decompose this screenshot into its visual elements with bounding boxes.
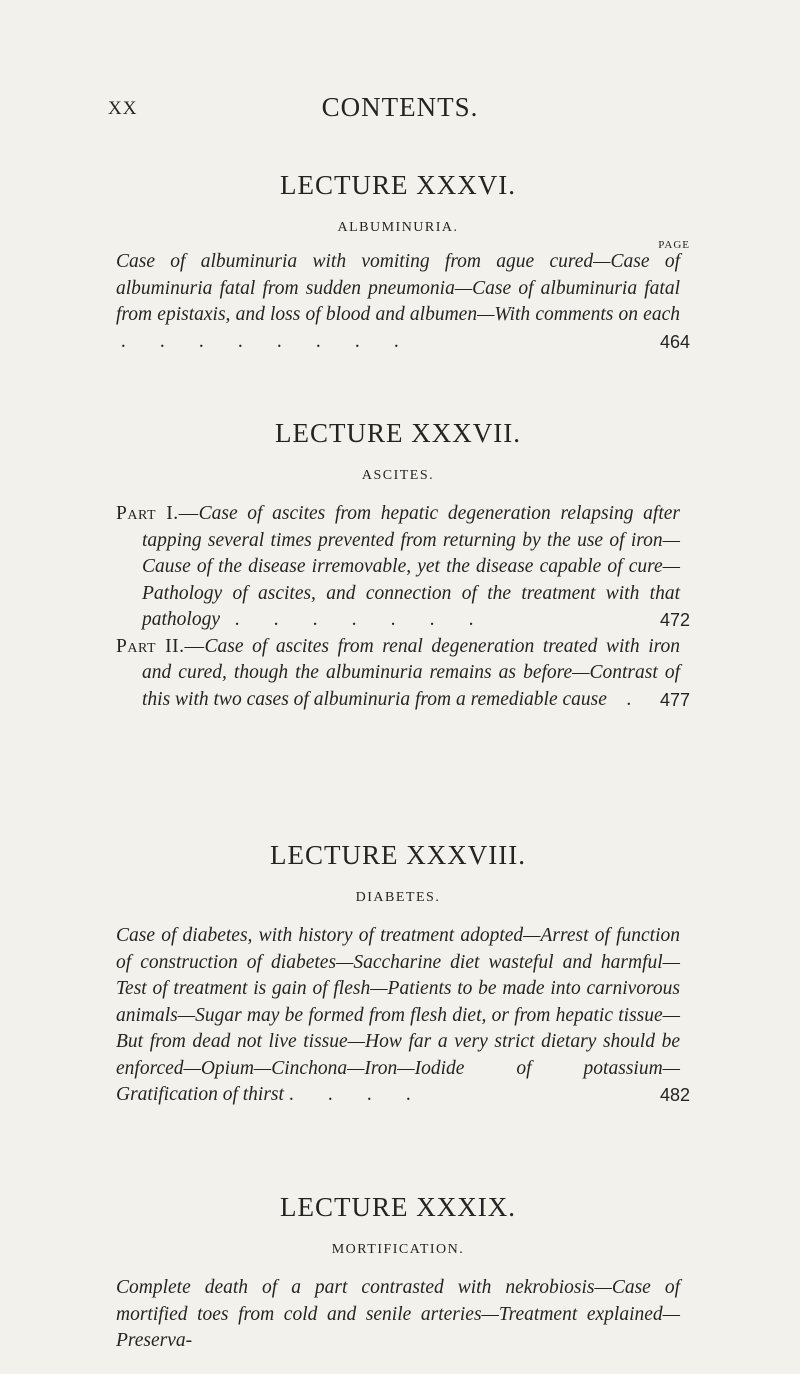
entry-page-number: 464 [659,331,690,352]
running-head [0,92,800,122]
dot-leader: . . . . . . . . [116,330,399,352]
lecture-39 [116,1192,680,1355]
part-label: Part I.— [116,503,199,524]
entry-page-number: 477 [659,689,690,710]
lecture-title: LECTURE XXXVI. [280,170,516,200]
entry-text: Case of ascites from hepatic degeneration relapsing after tapping several times prevented from returning by the use of iron—Cause of the disease irremovable, yet the disease capable of cure—Pathology of ascites, and connection of the treatment with that pathology [142,503,680,630]
entry-text: Complete death of a part contrasted with nekrobiosis—Case of mortified toes from cold and senile arteries—Treatment explained—Preserva- [116,1277,680,1351]
entry-page-number: 472 [659,610,690,630]
contents-entry [116,634,690,714]
part-label: Part II.— [116,635,205,657]
page-column-label: PAGE [658,239,690,251]
contents-entry [116,1275,680,1355]
entry-text: Case of albuminuria with vomiting from ague cured—Case of albuminuria fatal from sudden pneumonia—Case of albuminuria fatal from epistaxis, and loss of blood and albumen—With comments on each [116,251,680,325]
contents-entry [116,501,690,634]
dot-leader: . . . . . . . [220,609,474,630]
contents-entry [116,249,690,355]
lecture-36 [116,170,690,355]
dot-leader: . . . . [283,1084,411,1105]
dot-leader: . [606,688,632,710]
page-folio: XX [108,98,138,119]
lecture-subject: ALBUMINURIA. [337,220,459,235]
entry-text: Case of ascites from renal degeneration treated with iron and cured, though the albuminuria remains as before—Contrast of this with two cases of albuminuria from a remediable cause [142,635,680,710]
lecture-title: LECTURE XXXIX. [280,1192,516,1222]
lecture-subject: DIABETES. [355,890,441,905]
contents-entry [116,923,690,1109]
entry-text: Case of diabetes, with history of treatment adopted—Arrest of function of construction of diabetes—Saccharine diet wasteful and harmful—Test of treatment is gain of flesh—Patients to be made into carnivorous animals—Sugar may be formed from flesh diet, or from hepatic tissue—But from dead not live tissue—How far a very strict dietary should be enforced—Opium—Cinchona—Iron—Iodide of potassium—Gratification of thirst [116,925,680,1105]
entry-page-number: 482 [659,1085,690,1105]
lecture-title: LECTURE XXXVIII. [270,840,526,870]
lecture-subject: MORTIFICATION. [331,1242,465,1257]
lecture-37 [116,418,690,713]
lecture-title: LECTURE XXXVII. [275,418,521,448]
lecture-subject: ASCITES. [361,468,435,483]
lecture-38 [116,840,690,1109]
running-title: CONTENTS. [321,92,479,122]
